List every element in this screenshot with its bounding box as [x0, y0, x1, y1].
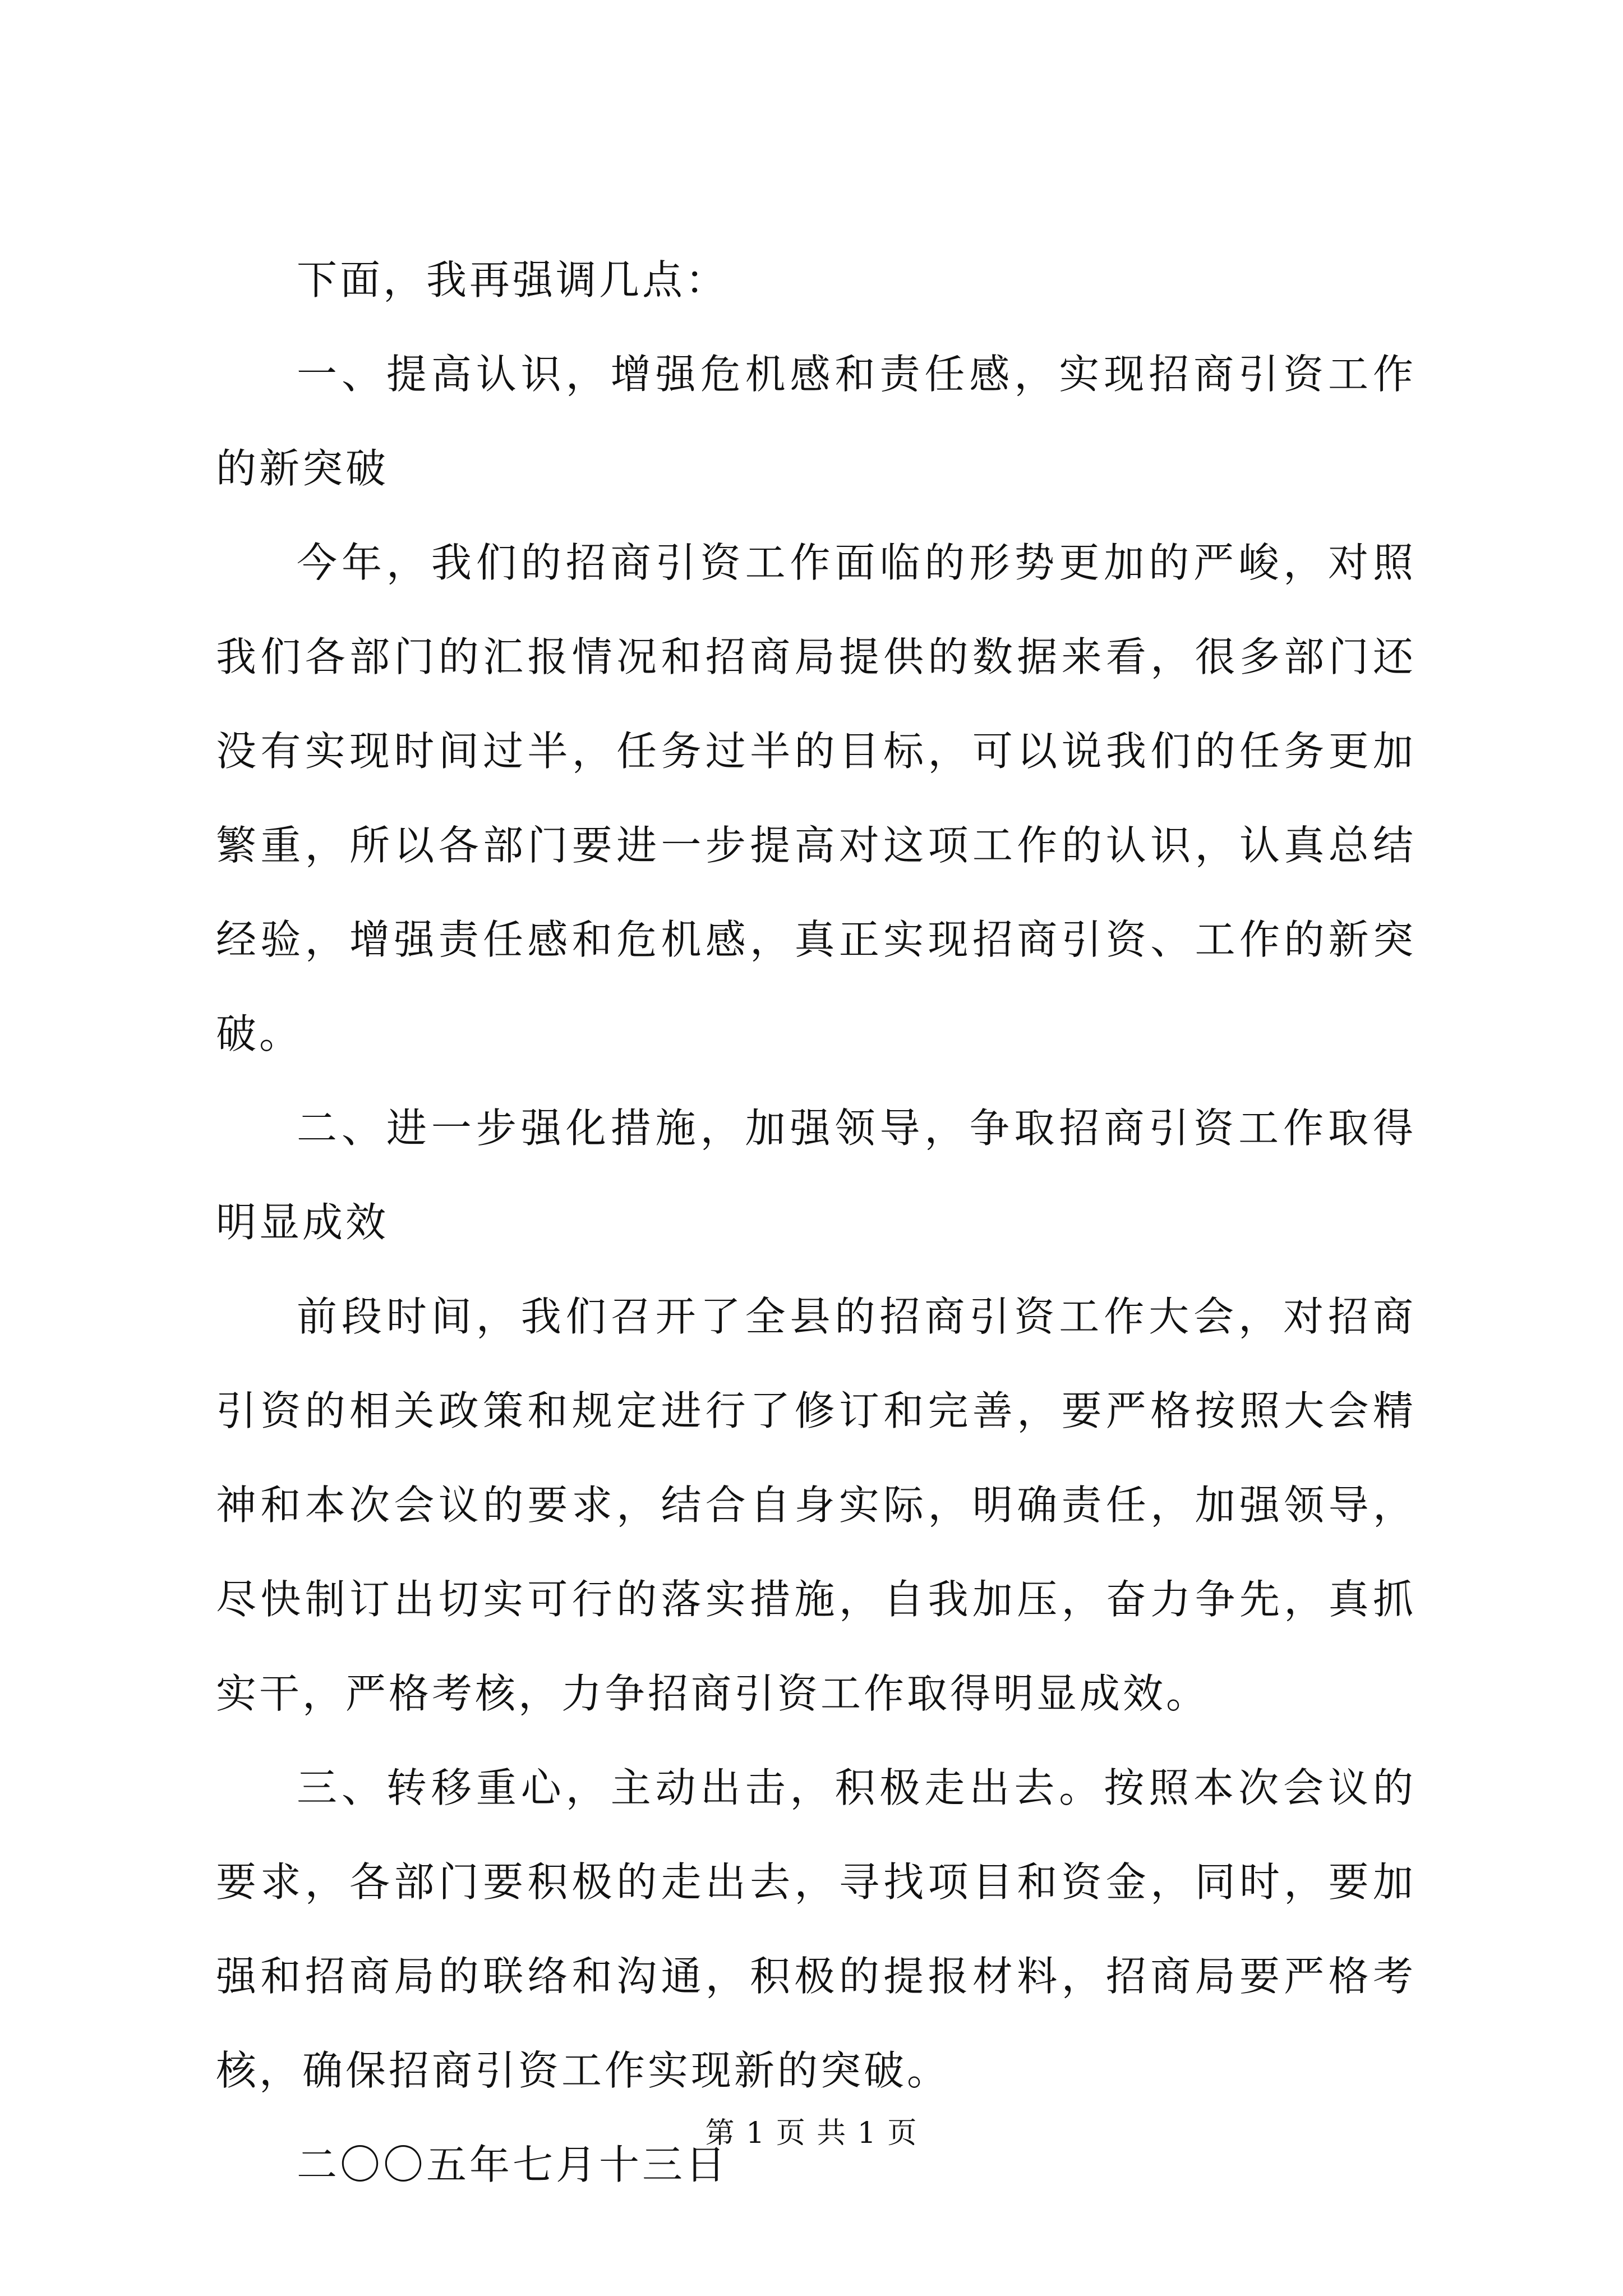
- paragraph-point-two: 前段时间，我们召开了全县的招商引资工作大会，对招商引资的相关政策和规定进行了修订和完善，要严格按照大会精神和本次会议的要求，结合自身实际，明确责任，加强领导，尽快制订出切实可行的落实措施，自我加压，奋力争先，真抓实干，严格考核，力争招商引资工作取得明显成效。: [216, 1293, 1416, 1717]
- paragraph-point-three: 三、转移重心，主动出击，积极走出去。按照本次会议的要求，各部门要积极的走出去，寻找项目和资金，同时，要加强和招商局的联络和沟通，积极的提报材料，招商局要严格考核，确保招商引资工作实现新的突破。: [216, 1764, 1416, 2094]
- page-footer: 第 1 页 共 1 页: [705, 2116, 918, 2150]
- heading-point-one: 一、提高认识，增强危机感和责任感，实现招商引资工作的新突破: [216, 351, 1416, 492]
- document-body: [216, 233, 1416, 2212]
- paragraph-point-one: 今年，我们的招商引资工作面临的形势更加的严峻，对照我们各部门的汇报情况和招商局提供的数据来看，很多部门还没有实现时间过半，任务过半的目标，可以说我们的任务更加繁重，所以各部门要进一步提高对这项工作的认识，认真总结经验，增强责任感和危机感，真正实现招商引资、工作的新突破。: [216, 539, 1416, 1057]
- date-line: 二〇〇五年七月十三日: [297, 2141, 729, 2188]
- heading-point-two: 二、进一步强化措施，加强领导，争取招商引资工作取得明显成效: [216, 1105, 1416, 1246]
- paragraph-intro: 下面，我再强调几点：: [297, 256, 729, 303]
